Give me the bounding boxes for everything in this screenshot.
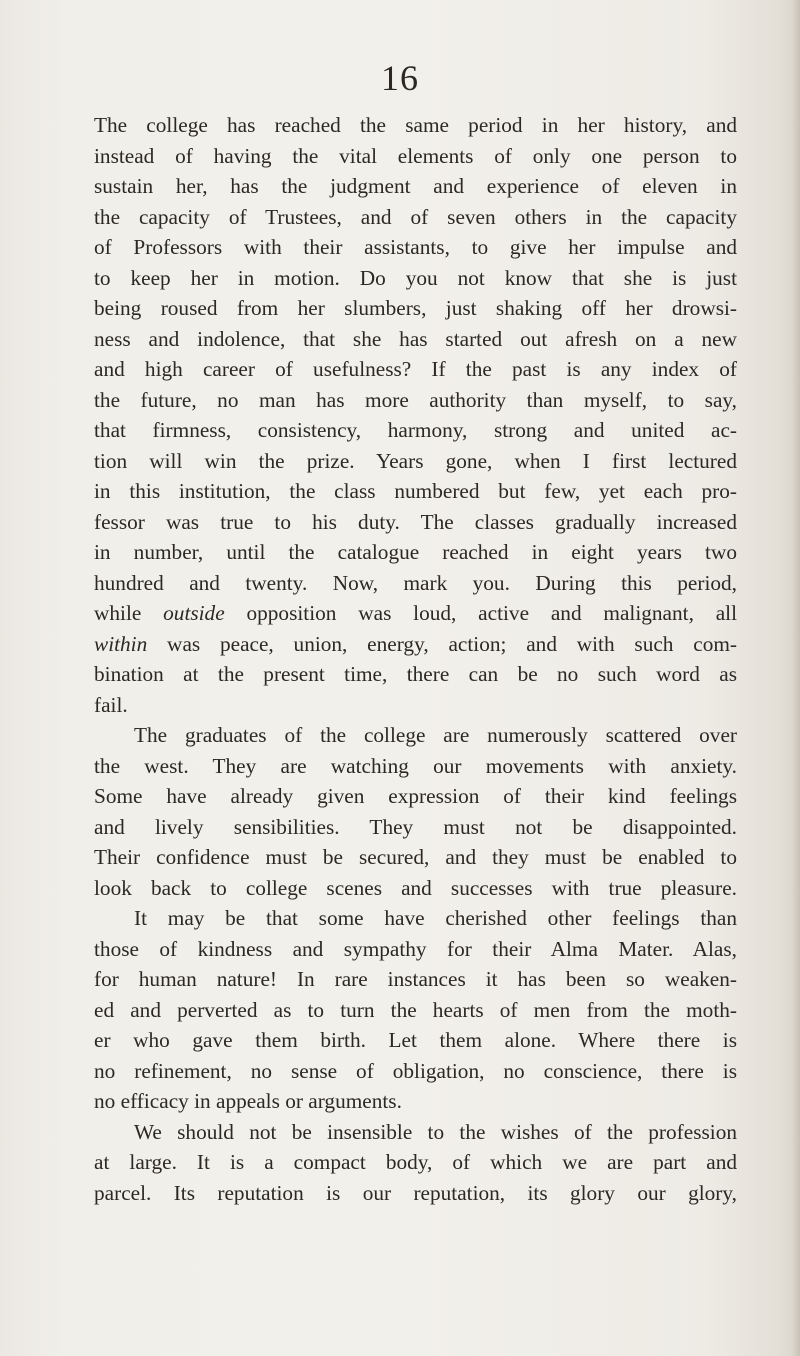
text-line-italic-within (94, 629, 737, 660)
text-line: in number, until the catalogue reached in eight years two (94, 540, 737, 564)
text-line: parcel. Its reputation is our reputation, its glory our glory, (94, 1180, 737, 1205)
text-line: those of kindness and sympathy for their Alma Mater. Alas, (94, 936, 737, 961)
text-line: of Professors with their assistants, to give her impulse and (94, 235, 737, 259)
page-number: 16 (381, 58, 419, 98)
text-line: look back to college scenes and successes with true pleasure. (94, 875, 737, 900)
line-post: was peace, union, energy, action; and with such com- (147, 631, 737, 656)
text-line: no refinement, no sense of obligation, no conscience, there is (94, 1058, 737, 1083)
text-line: fessor was true to his duty. The classes gradually increased (94, 509, 737, 534)
text-line-italic-outside (94, 598, 737, 629)
text-line: Their confidence must be secured, and they must be enabled to (94, 845, 737, 869)
text-line: that firmness, consistency, harmony, strong and united ac- (94, 418, 737, 442)
text-line: being roused from her slumbers, just shaking off her drowsi- (94, 296, 737, 320)
text-line: tion will win the prize. Years gone, when I first lectured (94, 448, 737, 473)
text-line: ed and perverted as to turn the hearts of men from the moth- (94, 997, 737, 1022)
text-line: for human nature! In rare instances it has been so weaken- (94, 967, 737, 991)
paragraph-start-line: The graduates of the college are numerously scattered over (134, 723, 737, 747)
text-line: the future, no man has more authority than myself, to say, (94, 387, 737, 412)
text-line: the west. They are watching our movements with anxiety. (94, 753, 737, 778)
text-line: and lively sensibilities. They must not be disappointed. (94, 814, 737, 839)
text-line: at large. It is a compact body, of which we are part and (94, 1150, 737, 1174)
paragraph-end-line: no efficacy in appeals or arguments. (94, 1089, 402, 1113)
text-line: ness and indolence, that she has started out afresh on a new (94, 326, 737, 351)
text-line: hundred and twenty. Now, mark you. During this period, (94, 570, 737, 595)
text-line: in this institution, the class numbered but few, yet each pro- (94, 479, 737, 503)
text-line: instead of having the vital elements of only one person to (94, 143, 737, 168)
text-line: the capacity of Trustees, and of seven others in the capacity (94, 204, 737, 229)
line-pre: while (94, 601, 164, 625)
emphasis-outside: outside (163, 601, 225, 625)
text-line: er who gave them birth. Let them alone. Where there is (94, 1028, 737, 1052)
paragraph-start-line: It may be that some have cherished other feelings than (134, 906, 737, 930)
body-text (94, 110, 737, 1208)
text-line: and high career of usefulness? If the past is any index of (94, 357, 737, 381)
emphasis-within: within (94, 631, 148, 656)
text-line: The college has reached the same period in her history, and (94, 113, 737, 137)
text-line: to keep her in motion. Do you not know that she is just (94, 265, 737, 290)
text-line: sustain her, has the judgment and experience of eleven in (94, 174, 737, 198)
line-post: opposition was loud, active and malignant, all (224, 601, 738, 625)
text-line: Some have already given expression of their kind feelings (94, 784, 737, 808)
paragraph-start-line: We should not be insensible to the wishes of the profession (134, 1119, 737, 1144)
page-edge-shadow (792, 0, 800, 1356)
text-line: bination at the present time, there can be no such word as (94, 662, 737, 686)
paragraph-end-line: fail. (94, 692, 128, 717)
